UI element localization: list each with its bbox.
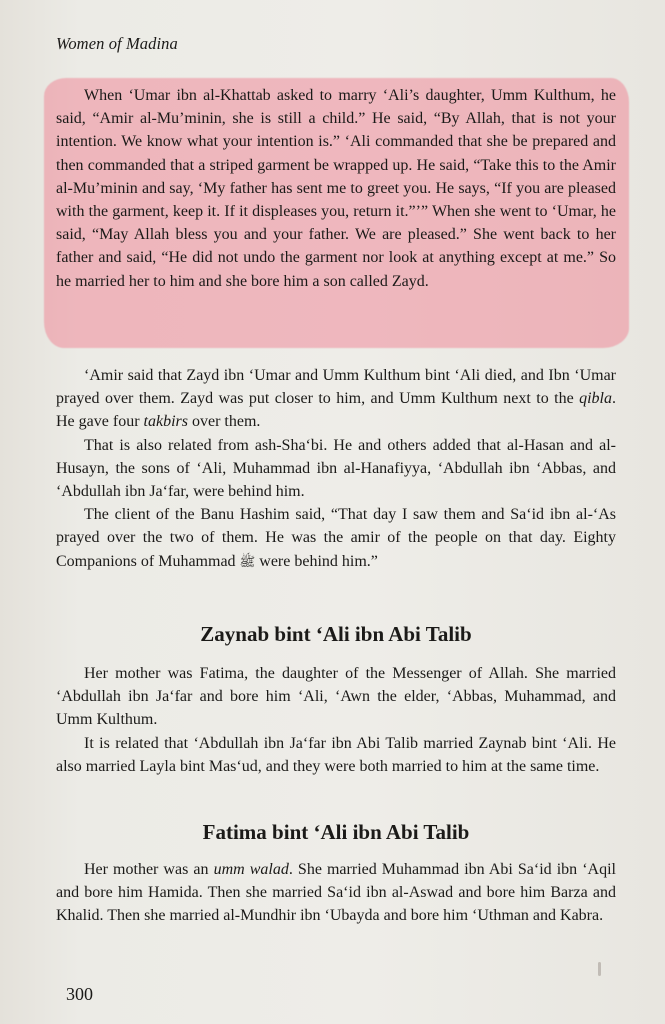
- running-head: Women of Madina: [56, 34, 178, 53]
- zaynab-section-heading: Zaynab bint ‘Ali ibn Abi Talib: [200, 622, 472, 646]
- death-paragraph-text-c: over them.: [187, 413, 261, 431]
- salawat-honorific-glyph: ﷺ: [239, 554, 256, 570]
- fatima-text-b: . She married Muhammad ibn Abi Sa‘id ibn ‘Aqil and bore him Hamida. Then she married Sa‘id ibn al-Aswad and bore him Barza and Khalid. Then she married al-Mundhir ibn ‘Ubayda and bore him ‘Uthman and Kabra.: [56, 861, 617, 925]
- banu-hashim-paragraph: [56, 503, 616, 574]
- fatima-text-a: Her mother was an: [84, 861, 214, 878]
- fatima-paragraph-block: [56, 858, 616, 928]
- umm-kulthum-marriage-paragraph: When ‘Umar ibn al-Khattab asked to marry ‘Ali’s daughter, Umm Kulthum, he said, “Amir al-Mu’minin, she is still a child.” He said, “By Allah, that is not your intention. We know what your intention is.” ‘Ali commanded that she be prepared and then commanded that a striped garment be wrapped up. He said, “Take this to the Amir al-Mu’minin and say, ‘My father has sent me to greet you. He says, “If you are pleased with the garment, keep it. If it displeases you, return it.”’” When she went to ‘Umar, he said, “May Allah bless you and your father. We are pleased.” She went back to her father and said, “He did not undo the garment nor look at anything except at me.” So he married her to him and she bore him a son called Zayd.: [56, 87, 616, 290]
- takbirs-term: takbirs: [143, 413, 188, 431]
- banu-hashim-text-a: The client of the Banu Hashim said, “That day I saw them and Sa‘id ibn al-‘As prayed over the two of them. He was the amir of the people on that day. Eighty Companions of Muhammad: [56, 506, 616, 570]
- zaynab-marriage-paragraph: It is related that ‘Abdullah ibn Ja‘far ibn Abi Talib married Zaynab bint ‘Ali. He also married Layla bint Mas‘ud, and they were both married to him at the same time.: [56, 734, 616, 775]
- death-paragraph: [56, 364, 616, 434]
- intro-paragraph-block: [56, 84, 616, 293]
- zaynab-paragraph-block: [56, 662, 616, 778]
- zaynab-mother-paragraph: Her mother was Fatima, the daughter of the Messenger of Allah. She married ‘Abdullah ibn Ja‘far and bore him ‘Ali, ‘Awn the elder, ‘Abbas, Muhammad, and Umm Kulthum.: [56, 665, 616, 729]
- page-number: 300: [66, 984, 93, 1004]
- qibla-term: qibla: [579, 390, 612, 408]
- death-paragraph-text-a: ‘Amir said that Zayd ibn ‘Umar and Umm Kulthum bint ‘Ali died, and Ibn ‘Umar prayed over them. Zayd was put closer to him, and Umm Kulthum next to the: [56, 367, 616, 408]
- fatima-paragraph: [56, 858, 616, 928]
- death-paragraph-block: [56, 364, 616, 574]
- sha-bi-paragraph: That is also related from ash-Sha‘bi. He and others added that al-Hasan and al-Husayn, the sons of ‘Ali, Muhammad ibn al-Hanafiyya, ‘Abdullah ibn ‘Abbas, and ‘Abdullah ibn Ja‘far, were behind him.: [56, 436, 616, 501]
- fatima-section-heading: Fatima bint ‘Ali ibn Abi Talib: [202, 820, 470, 844]
- umm-walad-term: umm walad: [213, 861, 289, 878]
- paper-blemish: [598, 962, 601, 976]
- death-paragraph-text-b: . He gave four: [56, 390, 616, 431]
- banu-hashim-text-b: were behind him.”: [255, 552, 378, 570]
